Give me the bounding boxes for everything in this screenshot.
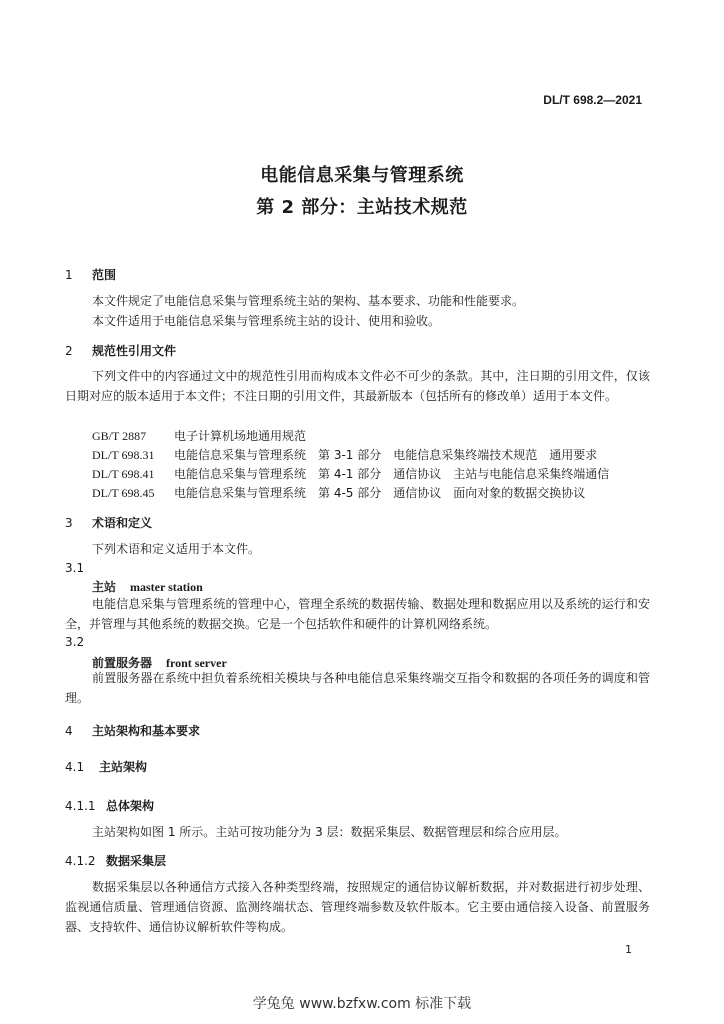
section-2-para-1: 下列文件中的内容通过文中的规范性引用而构成本文件必不可少的条款。其中，注日期的引用文件，仅该日期对应的版本适用于本文件；不注日期的引用文件，其最新版本（包括所有的修改单）适用于本文件。 (65, 369, 650, 403)
section-4-1-2-para: 数据采集层以各种通信方式接入各种类型终端，按照规定的通信协议解析数据，并对数据进行初步处理、监视通信质量、管理通信资源、监测终端状态、管理终端参数及软件版本。它主要由通信接入设备、前置服务器、支持软件、通信协议解析软件等构成。 (65, 880, 650, 934)
section-number: 2 (65, 344, 73, 358)
section-1-para-2: 本文件适用于电能信息采集与管理系统主站的设计、使用和验收。 (92, 314, 441, 328)
term-zh: 主站 (92, 580, 117, 594)
section-number: 4 (65, 724, 73, 738)
section-title: 主站架构 (99, 760, 148, 774)
reference-code: GB/T 2887 (92, 429, 147, 443)
term-number: 3.1 (65, 561, 85, 575)
section-title: 术语和定义 (92, 516, 153, 530)
section-title: 总体架构 (106, 799, 155, 813)
reference-code: DL/T 698.31 (92, 448, 155, 462)
section-title: 范围 (92, 268, 117, 282)
reference-title: 电能信息采集与管理系统 第 4-1 部分 通信协议 主站与电能信息采集终端通信 (174, 467, 610, 481)
section-title: 主站架构和基本要求 (92, 724, 201, 738)
section-number: 4.1.2 (65, 854, 96, 868)
reference-code: DL/T 698.45 (92, 486, 155, 500)
document-title: 电能信息采集与管理系统 (260, 165, 464, 186)
term-zh: 前置服务器 (92, 656, 153, 670)
section-number: 4.1 (65, 760, 85, 774)
document-subtitle: 第 2 部分：主站技术规范 (256, 197, 468, 218)
section-1-heading (65, 266, 116, 283)
term-definition: 电能信息采集与管理系统的管理中心，管理全系统的数据传输、数据处理和数据应用以及系统的运行和安全，并管理与其他系统的数据交换。它是一个包括软件和硬件的计算机网络系统。 (65, 597, 650, 631)
term-en: front server (166, 656, 227, 670)
footer-watermark[interactable]: 学兔兔 www.bzfxw.com 标准下载 (252, 996, 472, 1012)
section-3-heading (65, 514, 152, 531)
section-4-1-1-para: 主站架构如图 1 所示。主站可按功能分为 3 层：数据采集层、数据管理层和综合应用层。 (92, 825, 567, 839)
normative-reference (92, 446, 597, 463)
term-heading (92, 578, 203, 595)
section-number: 3 (65, 516, 73, 530)
term-en: master station (130, 580, 203, 594)
term-definition: 前置服务器在系统中担负着系统相关模块与各种电能信息采集终端交互指令和数据的各项任务的调度和管理。 (65, 671, 650, 705)
section-title: 数据采集层 (106, 854, 167, 868)
term-number: 3.2 (65, 635, 85, 649)
section-number: 1 (65, 268, 73, 282)
section-4-1-1-heading (65, 797, 154, 814)
normative-reference (92, 484, 585, 501)
standard-code: DL/T 698.2—2021 (543, 93, 642, 107)
reference-title: 电能信息采集与管理系统 第 3-1 部分 电能信息采集终端技术规范 通用要求 (174, 448, 598, 462)
section-4-1-heading (65, 758, 147, 775)
section-1-para-1: 本文件规定了电能信息采集与管理系统主站的架构、基本要求、功能和性能要求。 (92, 294, 525, 308)
normative-reference (92, 427, 306, 444)
section-3-para-1: 下列术语和定义适用于本文件。 (92, 542, 261, 556)
reference-code: DL/T 698.41 (92, 467, 155, 481)
normative-reference (92, 465, 609, 482)
section-2-heading (65, 342, 176, 359)
reference-title: 电能信息采集与管理系统 第 4-5 部分 通信协议 面向对象的数据交换协议 (174, 486, 586, 500)
section-4-heading (65, 722, 200, 739)
section-title: 规范性引用文件 (92, 344, 177, 358)
section-number: 4.1.1 (65, 799, 96, 813)
section-4-1-2-heading (65, 852, 166, 869)
reference-title: 电子计算机场地通用规范 (174, 429, 307, 443)
page-number: 1 (625, 943, 632, 956)
